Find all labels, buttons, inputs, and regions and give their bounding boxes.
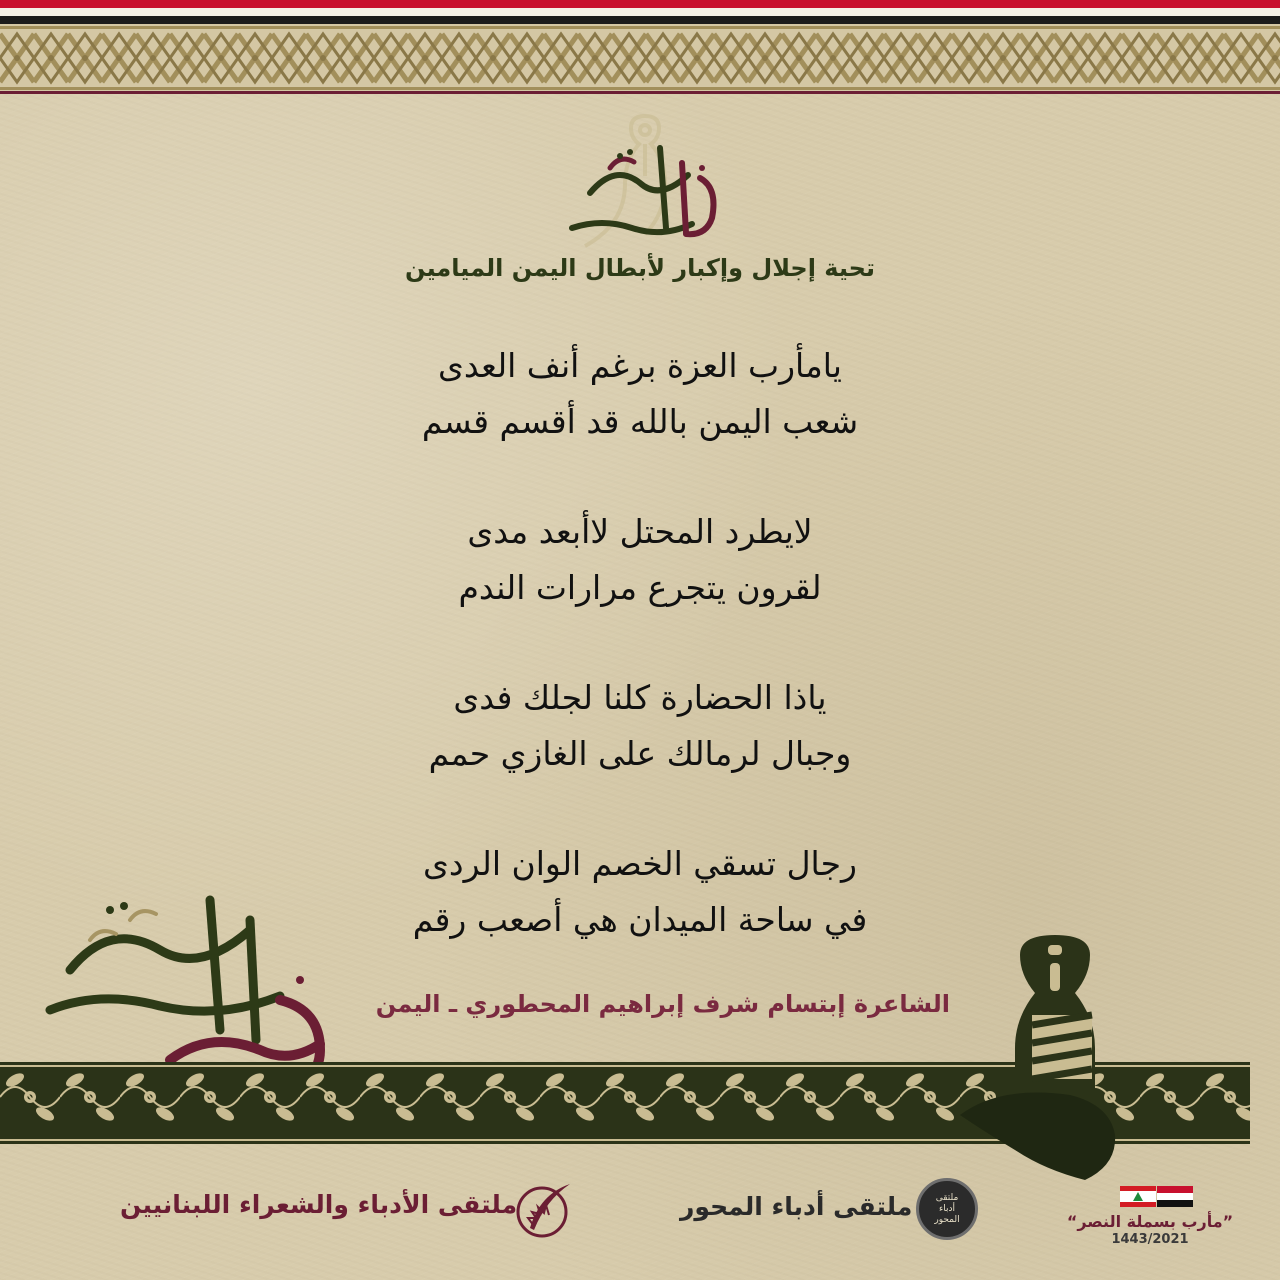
campaign-title: ”مأرب بسملة النصر“	[1066, 1212, 1234, 1231]
badge-line: أدباء	[939, 1203, 955, 1214]
lebanon-flag-icon	[1120, 1186, 1156, 1207]
top-ornament-band	[0, 24, 1280, 92]
quill-cedar-logo-icon	[510, 1180, 580, 1242]
axis-writers-forum	[680, 1192, 912, 1221]
verse: ياذا الحضارة كلنا لجلك فدى	[453, 678, 827, 717]
subtitle: تحية إجلال وإكبار لأبطال اليمن الميامين	[405, 254, 875, 282]
verse: في ساحة الميدان هي أصعب رقم	[412, 900, 868, 939]
forum-axis-label: ملتقى أدباء المحور	[680, 1192, 913, 1221]
axis-forum-badge	[916, 1178, 978, 1240]
poem	[300, 338, 980, 948]
badge-line: المحور	[934, 1214, 960, 1225]
top-maroon-line	[0, 91, 1280, 94]
stanza	[300, 670, 980, 782]
verse: وجبال لرمالك على الغازي حمم	[428, 734, 852, 773]
jambiya-dagger-icon	[940, 925, 1140, 1190]
verse: يامأرب العزة برغم أنف العدى	[438, 346, 842, 385]
stanza	[300, 504, 980, 616]
verse: شعب اليمن بالله قد أقسم قسم	[421, 402, 859, 441]
yemen-flag-icon	[1157, 1186, 1193, 1207]
campaign-year: 1443/2021	[1111, 1232, 1189, 1247]
forum-lebanese-label: ملتقى الأدباء والشعراء اللبنانيين	[120, 1190, 518, 1219]
verse: رجال تسقي الخصم الوان الردى	[423, 844, 857, 883]
stanza	[300, 338, 980, 450]
badge-line: ملتقى	[935, 1192, 959, 1203]
verse: لايطرد المحتل لاأبعد مدى	[467, 512, 813, 551]
stanza	[300, 836, 980, 948]
lebanese-writers-forum	[120, 1190, 517, 1219]
verse: لقرون يتجرع مرارات الندم	[458, 568, 822, 607]
poet-name: الشاعرة إبتسام شرف إبراهيم المحطوري ـ اليمن	[375, 990, 950, 1018]
jambiya-calligraphy-logo	[550, 108, 740, 253]
yemen-flag-strip	[0, 0, 1280, 24]
